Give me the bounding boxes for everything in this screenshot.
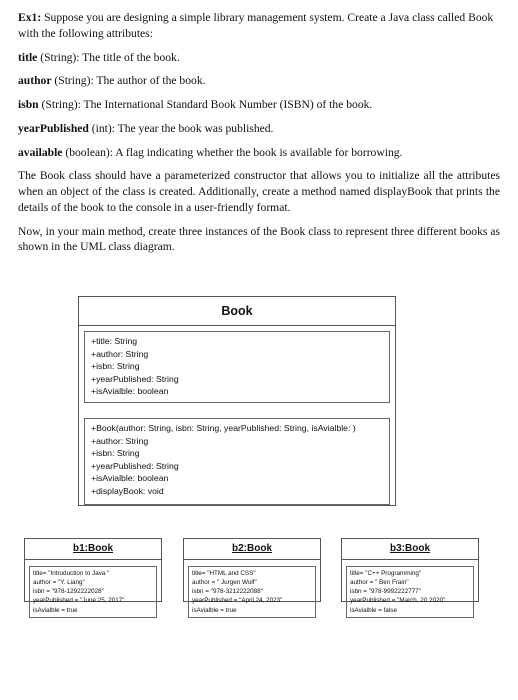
uml-attribute: +author: String — [91, 348, 149, 359]
object-name-text: b3:Book — [390, 543, 430, 554]
uml-object-b2 — [183, 538, 321, 614]
attribute-name: author — [18, 74, 52, 88]
attribute-author — [18, 73, 500, 89]
exercise-document — [18, 10, 500, 263]
object-slot: isAvialble = true — [192, 606, 237, 614]
attribute-name: title — [18, 50, 38, 64]
object-slot: title= "C++ Programming" — [350, 570, 422, 577]
object-name — [184, 539, 320, 560]
attribute-isbn — [18, 97, 500, 113]
uml-object-b3 — [341, 538, 479, 614]
object-name — [342, 539, 478, 560]
object-slot: isbn = "978-1292222028" — [33, 588, 104, 596]
attribute-desc: (boolean): A flag indicating whether the book is available for borrowing. — [62, 145, 403, 159]
object-slots — [346, 566, 474, 618]
object-name — [25, 539, 161, 560]
uml-attribute: +title: String — [91, 336, 138, 346]
object-slot: yearPublished = "March, 20 2020" — [350, 597, 446, 605]
attribute-available — [18, 145, 500, 161]
attribute-name: available — [18, 145, 63, 159]
object-slots — [29, 566, 157, 618]
object-slots — [188, 566, 316, 618]
uml-attribute: +isbn: String — [91, 361, 140, 372]
attribute-desc: (String): The International Standard Book Number (ISBN) of the book. — [38, 98, 373, 112]
attribute-name: isbn — [18, 98, 39, 112]
uml-method: +isAvialble: boolean — [91, 473, 169, 484]
object-slot: isbn = "978-9992222777" — [350, 588, 421, 596]
uml-method: +isbn: String — [91, 448, 140, 459]
object-slot: yearPublished = "April,24, 2023" — [192, 597, 283, 605]
attribute-desc: (int): The year the book was published. — [88, 121, 274, 135]
uml-method: +author: String — [91, 435, 149, 446]
uml-attributes-section — [84, 331, 390, 403]
uml-class-name: Book — [79, 297, 395, 326]
object-slot: author = " Jurgen Wolf" — [192, 579, 257, 587]
object-slot: title= "HTML and CSS" — [192, 570, 256, 577]
object-name-text: b1:Book — [73, 543, 113, 554]
constructor-paragraph: The Book class should have a parameterized constructor that allows you to initialize all the attributes when an object of the class is created. Additionally, create a method named displayBook that prints the details of the book to the console in a user-friendly format. — [18, 169, 500, 214]
object-slot: isAvialble = false — [350, 606, 397, 614]
object-slot: author = "Y. Liang" — [33, 579, 85, 587]
intro-paragraph — [18, 10, 500, 42]
exercise-label: Ex1: — [18, 11, 42, 24]
uml-attribute: +yearPublished: String — [91, 373, 179, 384]
uml-object-b1 — [24, 538, 162, 614]
attribute-title — [18, 50, 500, 66]
attribute-desc: (String): The title of the book. — [37, 50, 180, 64]
uml-method: +yearPublished: String — [91, 460, 179, 471]
intro-text: Suppose you are designing a simple library management system. Create a Java class called Book with the following attributes: — [18, 11, 494, 40]
object-slot: isbn = "978-3212222088" — [192, 588, 263, 596]
main-method-paragraph: Now, in your main method, create three instances of the Book class to represent three different books as shown in the UML class diagram. — [18, 224, 500, 254]
object-slot: yearPublished = "June 25, 2017" — [33, 597, 125, 605]
uml-method: +displayBook: void — [91, 486, 164, 497]
object-slot: author = " Ben Frain" — [350, 579, 409, 587]
uml-method: +Book(author: String, isbn: String, yearPublished: String, isAvialble: ) — [91, 423, 356, 433]
object-slot: title= "Introduction to Java " — [33, 570, 110, 577]
attribute-name: yearPublished — [18, 121, 89, 135]
attribute-year-published — [18, 121, 500, 137]
uml-class-book — [78, 296, 396, 506]
object-name-text: b2:Book — [232, 543, 272, 554]
attribute-desc: (String): The author of the book. — [51, 74, 206, 88]
uml-attribute: +isAvialble: boolean — [91, 386, 169, 397]
uml-methods-section — [84, 418, 390, 505]
object-slot: isAvialble = true — [33, 606, 78, 614]
